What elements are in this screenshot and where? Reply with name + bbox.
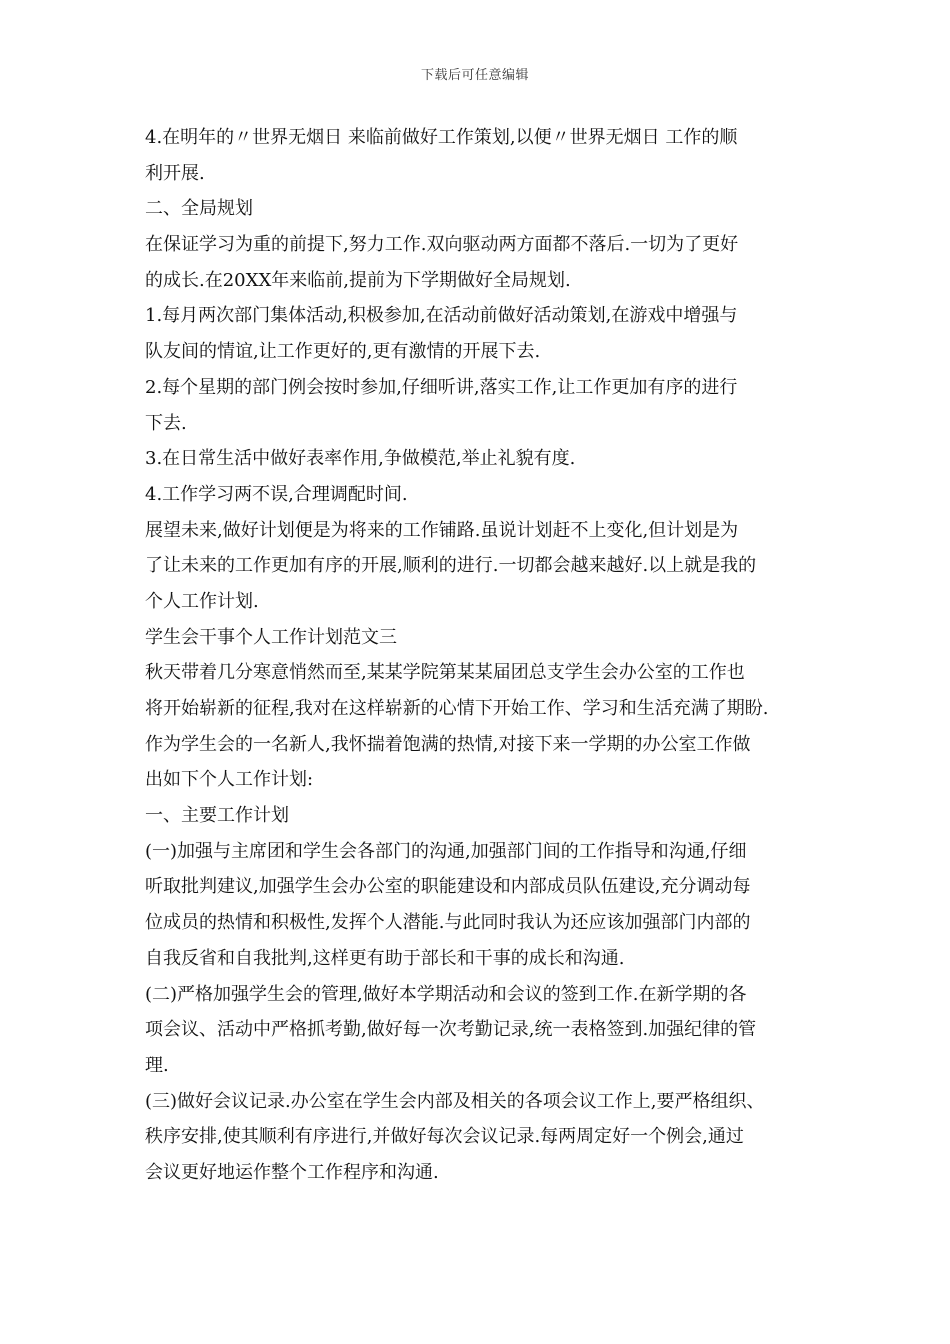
section-heading: 二、全局规划 xyxy=(145,198,253,220)
page-header: 下载后可任意编辑 xyxy=(420,68,529,83)
text-line: 理. xyxy=(145,1054,169,1076)
text-line: 利开展. xyxy=(145,162,205,184)
text-line: 4.工作学习两不误,合理调配时间. xyxy=(145,483,408,505)
text-line: 秩序安排,使其顺利有序进行,并做好每次会议记录.每两周定好一个例会,通过 xyxy=(145,1126,744,1148)
text-line: (三)做好会议记录.办公室在学生会内部及相关的各项会议工作上,要严格组织、 xyxy=(145,1090,765,1112)
text-line: 3.在日常生活中做好表率作用,争做模范,举止礼貌有度. xyxy=(145,448,576,470)
text-line: 会议更好地运作整个工作程序和沟通. xyxy=(145,1161,439,1183)
text-line: 个人工作计划. xyxy=(145,590,259,612)
text-line: 的成长.在20XX年来临前,提前为下学期做好全局规划. xyxy=(145,269,571,291)
text-line: 秋天带着几分寒意悄然而至,某某学院第某某届团总支学生会办公室的工作也 xyxy=(145,662,745,684)
section-heading: 学生会干事个人工作计划范文三 xyxy=(145,626,397,648)
text-line: 下去. xyxy=(145,412,187,434)
text-line: 展望未来,做好计划便是为将来的工作铺路.虽说计划赶不上变化,但计划是为 xyxy=(145,519,739,541)
text-line: 2.每个星期的部门例会按时参加,仔细听讲,落实工作,让工作更加有序的进行 xyxy=(145,376,738,398)
text-line: 将开始崭新的征程,我对在这样崭新的心情下开始工作、学习和生活充满了期盼. xyxy=(145,698,769,719)
text-line: 作为学生会的一名新人,我怀揣着饱满的热情,对接下来一学期的办公室工作做 xyxy=(145,733,751,755)
text-line: 项会议、活动中严格抓考勤,做好每一次考勤记录,统一表格签到.加强纪律的管 xyxy=(145,1019,757,1041)
text-line: 4.在明年的〃世界无烟日 来临前做好工作策划,以便〃世界无烟日 工作的顺 xyxy=(145,127,738,148)
text-line: 队友间的情谊,让工作更好的,更有激情的开展下去. xyxy=(145,341,541,363)
text-line: 1.每月两次部门集体活动,积极参加,在活动前做好活动策划,在游戏中增强与 xyxy=(145,305,738,327)
text-line: (二)严格加强学生会的管理,做好本学期活动和会议的签到工作.在新学期的各 xyxy=(145,983,747,1005)
text-line: 位成员的热情和积极性,发挥个人潜能.与此同时我认为还应该加强部门内部的 xyxy=(145,912,751,934)
text-line: (一)加强与主席团和学生会各部门的沟通,加强部门间的工作指导和沟通,仔细 xyxy=(145,840,747,862)
text-line: 了让未来的工作更加有序的开展,顺利的进行.一切都会越来越好.以上就是我的 xyxy=(145,555,757,577)
document-body xyxy=(145,120,810,1191)
section-heading: 一、主要工作计划 xyxy=(145,805,289,827)
text-line: 在保证学习为重的前提下,努力工作.双向驱动两方面都不落后.一切为了更好 xyxy=(145,234,739,256)
text-line: 出如下个人工作计划: xyxy=(145,769,314,791)
text-line: 听取批判建议,加强学生会办公室的职能建设和内部成员队伍建设,充分调动每 xyxy=(145,876,751,898)
text-line: 自我反省和自我批判,这样更有助于部长和干事的成长和沟通. xyxy=(145,947,625,969)
